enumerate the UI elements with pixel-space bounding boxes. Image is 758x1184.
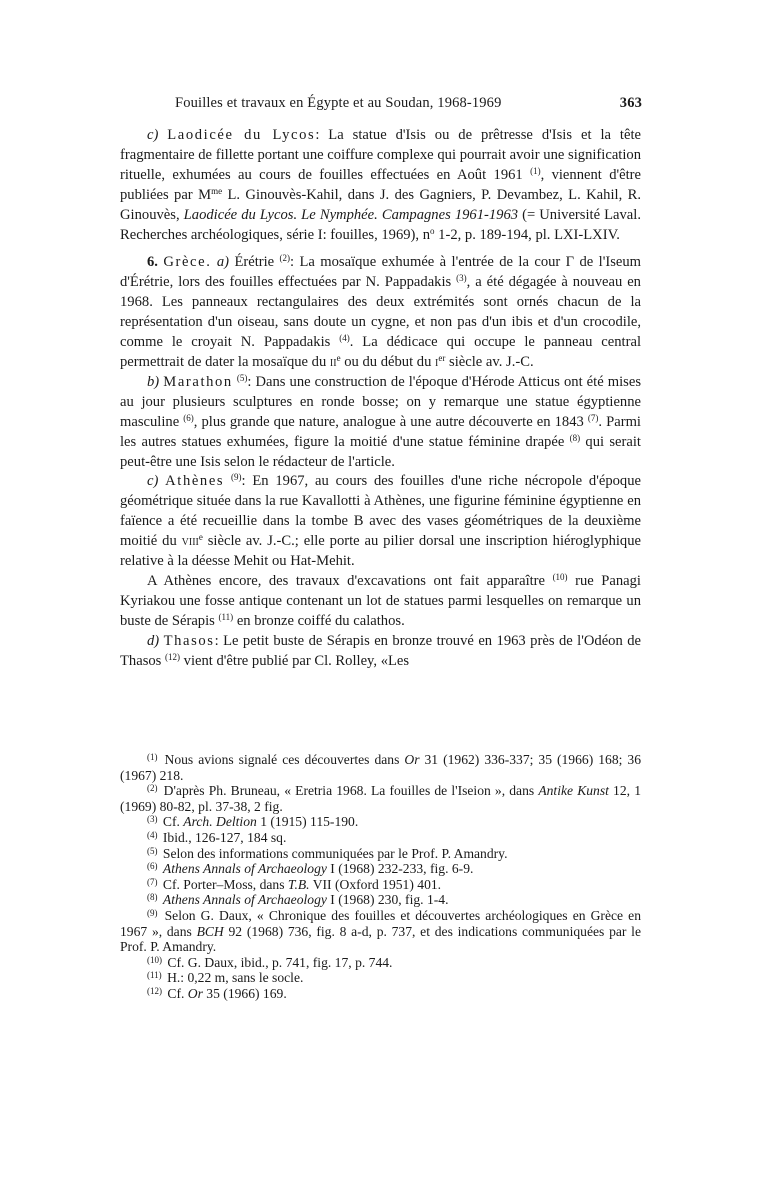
footnote-ref: (8) — [569, 432, 581, 443]
footnote-text: VII (Oxford 1951) 401. — [309, 876, 442, 892]
paragraph-text: siècle av. J.-C.; elle porte au pilier dorsal une inscription hiéroglyphique relative à la déesse Mehit ou Hat-Mehit. — [120, 533, 641, 570]
paragraph-thasos — [120, 632, 641, 672]
running-header — [175, 95, 642, 115]
footnote-text: H.: 0,22 m, sans le socle. — [167, 970, 304, 986]
section-heading: Thasos — [163, 632, 215, 649]
footnote-5 — [120, 846, 641, 862]
paragraph-text: : La statue d'Isis ou de prêtresse d'Isis et la tête fragmentaire de fillette portant une coiffure complexe qui pourrait avoir une signification rituelle, exhumées au cours de fouilles effectuées en Août 1961 — [120, 127, 641, 183]
paragraph-text: 1-2, p. 189-194, pl. LXI-LXIV. — [434, 226, 620, 243]
century-numeral: ii — [329, 353, 337, 370]
footnote-mark: (6) — [147, 861, 158, 872]
paragraph-text: en bronze coiffé du calathos. — [233, 612, 405, 629]
footnote-8 — [120, 892, 641, 908]
paragraph-athenes-2 — [120, 572, 641, 632]
footnotes — [120, 752, 641, 1002]
publication-title: Laodicée du Lycos. Le Nymphée. Campagnes 1961-1963 — [183, 206, 519, 223]
section-heading: Marathon — [163, 373, 233, 390]
footnote-ref: (5) — [236, 372, 248, 383]
paragraph-text: : En 1967, au cours des fouilles d'une riche nécropole d'époque géométrique située dans la rue Kavallotti à Athènes, une figurine féminine égyptienne en faïence a été recueillie dans la tombe B avec des vases géométriques de la deuxième moitié du — [120, 473, 642, 550]
paragraph-text: : Dans une construction de l'époque d'Hérode Atticus ont été mises au jour plusieurs sculptures en ronde bosse; on y remarque une statue égyptienne masculine — [120, 373, 641, 430]
paragraph-text: : La mosaïque exhumée à l'entrée de la cour Γ de l'Iseum d'Érétrie, lors des fouilles effectuées par N. Pappadakis — [120, 254, 642, 291]
footnote-text: 92 (1968) 736, fig. 8 a-d, p. 737, et des indications communiquées par le Prof. P. Amandry. — [120, 923, 641, 955]
main-text — [120, 126, 641, 671]
footnote-3 — [120, 814, 641, 830]
footnote-mark: (8) — [147, 892, 158, 903]
paragraph-text: siècle av. J.-C. — [445, 353, 534, 370]
paragraph-text: . Parmi les autres statues exhumées, figure la moitié d'une statue féminine drapée — [120, 413, 641, 450]
footnote-text: Cf. G. Daux, ibid., p. 741, fig. 17, p. 744. — [167, 954, 393, 970]
footnote-journal: Athens Annals of Archaeology — [162, 861, 327, 877]
item-letter: c) — [147, 473, 159, 490]
footnote-text: D'après Ph. Bruneau, « Eretria 1968. La fouilles de l'Iseion », dans — [163, 783, 539, 799]
section-heading: Athènes — [165, 473, 225, 490]
paragraph-athenes — [120, 472, 641, 572]
paragraph-text: ou du début du — [340, 353, 436, 370]
superscript: er — [438, 352, 446, 363]
footnote-7 — [120, 877, 641, 893]
footnote-text: Ibid., 126-127, 184 sq. — [162, 829, 287, 845]
footnote-text: 31 (1962) 336-337; 35 (1966) 168; 36 (1967) 218. — [120, 752, 641, 783]
footnote-ref: (9) — [231, 472, 242, 483]
footnote-journal: Antike Kunst — [538, 783, 609, 799]
footnote-mark: (9) — [147, 907, 158, 918]
footnote-text: I (1968) 230, fig. 1-4. — [326, 892, 449, 908]
footnote-journal: T.B. — [287, 876, 310, 892]
paragraph-text: A Athènes encore, des travaux d'excavations ont fait apparaître — [147, 572, 546, 589]
footnote-9 — [120, 908, 641, 955]
superscript: me — [211, 185, 223, 196]
footnote-text: Cf. — [167, 985, 188, 1001]
superscript: e — [198, 532, 203, 543]
item-letter: a) — [216, 254, 230, 271]
item-letter: b) — [147, 373, 160, 390]
footnote-mark: (5) — [147, 845, 158, 856]
footnote-4 — [120, 830, 641, 846]
footnote-text: 35 (1966) 169. — [202, 985, 287, 1001]
footnote-mark: (4) — [147, 829, 158, 840]
footnote-journal: Or — [187, 985, 203, 1001]
paragraph-text: vient d'être publié par Cl. Rolley, «Les — [180, 652, 410, 669]
footnote-text: Selon des informations communiquées par le Prof. P. Amandry. — [162, 845, 508, 861]
paragraph-text: rue Panagi Kyriakou une fosse antique contenant un lot de statues parmi lesquelles on remarque un buste de Sérapis — [120, 572, 641, 629]
footnote-12 — [120, 986, 641, 1002]
paragraph-text: L. Ginouvès-Kahil, dans J. des Gagniers, P. Devambez, L. Kahil, R. Ginouvès, — [120, 186, 641, 223]
footnote-mark: (12) — [147, 985, 162, 996]
paragraph-laodicee — [120, 126, 641, 245]
superscript: o — [430, 225, 435, 236]
footnote-1 — [120, 752, 641, 783]
section-number: 6. — [147, 254, 158, 271]
footnote-ref: (11) — [218, 611, 234, 622]
footnote-text: Selon G. Daux, « Chronique des fouilles et découvertes archéologiques en Grèce en 1967 », dans — [120, 907, 641, 939]
footnote-text: Nous avions signalé ces découvertes dans — [164, 752, 405, 767]
running-title: Fouilles et travaux en Égypte et au Soudan, 1968-1969 — [175, 95, 502, 111]
paragraph-text: , viennent d'être publiées par M — [120, 166, 641, 203]
section-heading: Laodicée du Lycos — [167, 127, 316, 143]
footnote-journal: Athens Annals of Archaeology — [162, 892, 327, 908]
paragraph-marathon — [120, 373, 641, 473]
footnote-text: Cf. Porter–Moss, dans — [162, 876, 288, 892]
century-numeral: viii — [181, 533, 199, 550]
paragraph-text: qui serait peut-être une Isis selon le rédacteur de l'article. — [120, 433, 641, 470]
footnote-ref: (12) — [165, 651, 181, 662]
footnote-mark: (10) — [147, 954, 162, 965]
footnote-ref: (1) — [530, 165, 541, 176]
footnote-ref: (4) — [339, 333, 350, 344]
footnote-10 — [120, 955, 641, 971]
footnote-6 — [120, 861, 641, 877]
footnote-2 — [120, 783, 641, 814]
paragraph-text: , plus grande que nature, analogue à une autre découverte en 1843 — [193, 413, 584, 430]
item-letter: d) — [147, 632, 160, 649]
footnote-mark: (3) — [147, 814, 158, 825]
paragraph-text: . La dédicace qui occupe le panneau central permettrait de dater la mosaïque du — [120, 334, 642, 370]
footnote-text: Cf. — [162, 814, 184, 830]
superscript: e — [336, 352, 341, 363]
paragraph-text: , a été dégagée à nouveau en 1968. Les panneaux rectangulaires des deux extrémités sont ornés chacun de la représentation d'un oiseau, sans doute un cygne, et non pas d'un ibis et d'un crocodile, comme le croyait N. Pappadakis — [120, 274, 641, 351]
page-number: 363 — [619, 95, 642, 111]
footnote-text: I (1968) 232-233, fig. 6-9. — [326, 861, 474, 877]
section-heading: Grèce. — [163, 254, 212, 271]
paragraph-text: : Le petit buste de Sérapis en bronze trouvé en 1963 près de l'Odéon de Thasos — [120, 632, 641, 669]
paragraph-text: (= Université Laval. Recherches archéologiques, série I: fouilles, 1969), n — [120, 206, 641, 243]
footnote-ref: (6) — [183, 412, 194, 423]
footnote-journal: Arch. Deltion — [183, 814, 257, 830]
subsection-heading: Érétrie — [234, 254, 275, 271]
footnote-mark: (1) — [147, 752, 158, 762]
footnote-text: 1 (1915) 115-190. — [256, 814, 359, 830]
century-numeral: i — [435, 353, 439, 370]
footnote-mark: (11) — [147, 970, 162, 981]
footnote-11 — [120, 970, 641, 986]
paragraph-grece — [120, 253, 641, 372]
footnote-mark: (2) — [147, 783, 158, 794]
footnote-text: 12, 1 (1969) 80-82, pl. 37-38, 2 fig. — [120, 783, 641, 814]
item-letter: c) — [147, 127, 159, 143]
footnote-mark: (7) — [147, 876, 158, 887]
footnote-ref: (10) — [552, 571, 568, 582]
footnote-ref: (3) — [456, 273, 467, 284]
footnote-ref: (2) — [279, 253, 291, 264]
footnote-journal: Or — [404, 752, 420, 767]
footnote-ref: (7) — [587, 412, 599, 423]
footnote-journal: BCH — [196, 923, 224, 939]
